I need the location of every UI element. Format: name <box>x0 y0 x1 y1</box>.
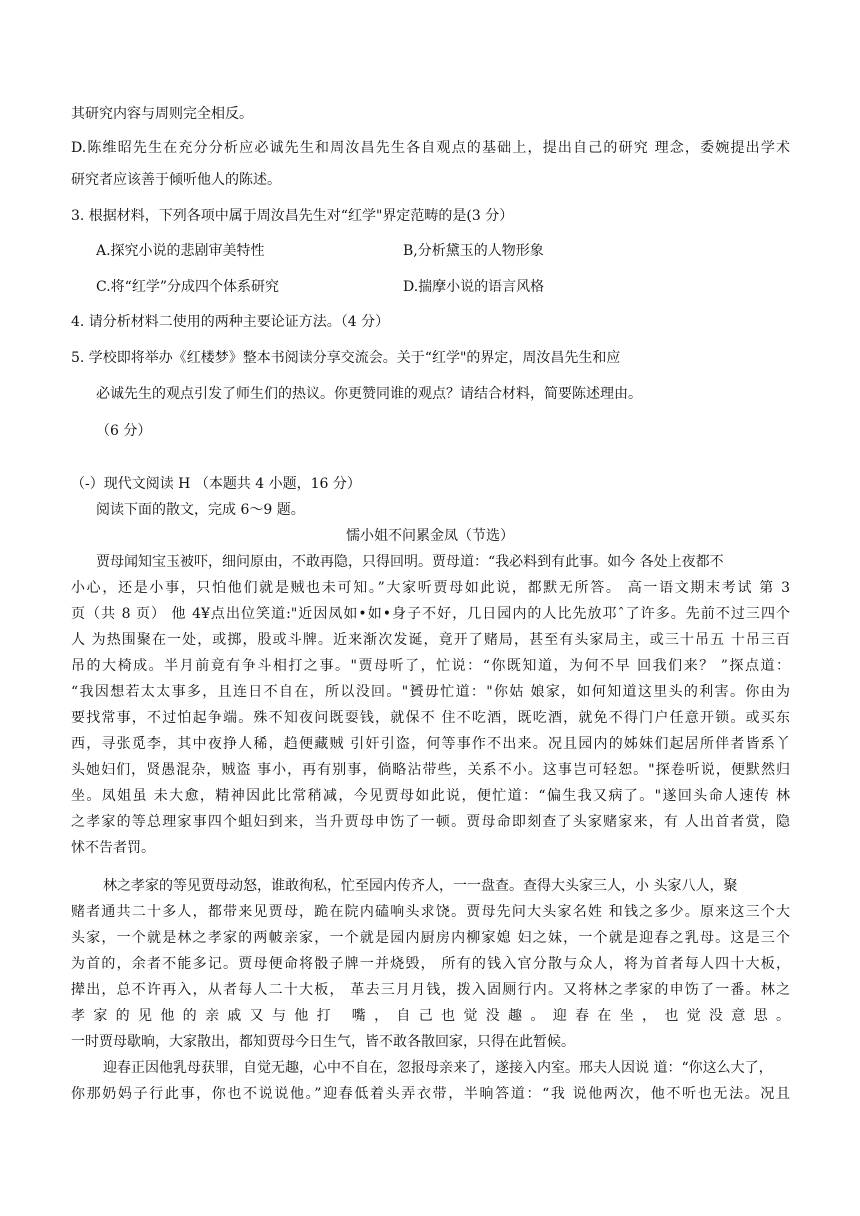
paragraph-line: 贾母闻知宝玉被吓，细问原由，不敢再隐，只得回明。贾母道：“我必料到有此事。如今 各处上夜都不 <box>96 554 724 570</box>
text-line: D.陈维昭先生在充分分析应必诚先生和周汝昌先生各自观点的基础上，提出自己的研究 理念，委婉提出学术 <box>71 140 790 156</box>
paragraph-line: 人 为热围聚在一处，或掷，股或斗牌。近来渐次发诞，竟开了赌局，甚至有头家局主，或三十吊五 十吊三百 <box>71 632 790 648</box>
instruction: 阅读下面的散文，完成 6～9 题。 <box>96 502 305 518</box>
paragraph-line: 一时贾母歇晌，大家散出，都知贾母今日生气，皆不敢各散回家，只得在此暂候。 <box>71 1034 575 1050</box>
paragraph-line: 孝家的见他的亲戚又与他打 嘴，自己也觉没趣。迎春在坐，也觉没意思。 <box>71 1008 790 1024</box>
paragraph-line: 西，寻张觅李，其中夜挣人稀，趋便藏贼 引奸引盗，何等事作不出来。况且园内的姊妹们起居所伴者皆系丫 <box>71 736 790 752</box>
paragraph-line: 小心，还是小事，只怕他们就是贼也未可知。”大家听贾母如此说，都默无所答。 高一语文期末考试 第 3 <box>71 580 790 596</box>
passage-title: 懦小姐不问累金凤（节选） <box>346 528 514 544</box>
paragraph-line: “我因想若太太事多，且连日不自在，所以没回。"贇毋忙道："你姑 娘家，如何知道这里头的利害。你由为 <box>71 684 790 700</box>
paragraph-line: 吊的大椅成。半月前竟有争斗相打之事。"贾母听了，忙说：“你既知道，为何不早 回我们来？ ”探点道： <box>71 658 790 674</box>
paragraph-line: 撵出，总不许再入，从者每人二十大板， 革去三月月钱，拨入固厕行内。又将林之孝家的申饬了一番。林之 <box>71 982 790 998</box>
option-d: D.揣摩小说的语言风格 <box>403 279 545 295</box>
paragraph-line: 怵不告者罚。 <box>71 840 155 856</box>
paragraph-line: 之孝家的等总理家事四个蛆妇到来，当升贾母申饬了一顿。贾母命即刻查了头家赌家来，有 人出首者赏，隐 <box>71 814 790 830</box>
paragraph-line: 赌者通共二十多人，都带来见贾母，跪在院内磕响头求饶。贾母先问大头家名姓 和钱之多少。原来这三个大 <box>71 904 790 920</box>
option-a: A.探究小说的悲剧审美特性 <box>96 243 265 259</box>
paragraph-line: 坐。凤姐虽 未大愈，精神因此比常稍减，今见贾母如此说，便忙道：“偏生我又病了。"遂回头命人速传 林 <box>71 788 790 804</box>
paragraph-line: 林之孝家的等见贾母动怒，谁敢徇私，忙至园内传齐人，一一盘查。查得大头家三人，小 头家八人，聚 <box>103 878 738 894</box>
paragraph-line: 迎春正因他乳母获罪，自觉无趣，心中不自在，忽报母亲来了，遂接入内室。邢夫人因说 道：“你这么大了， <box>103 1060 773 1076</box>
text-line: 研究者应该善于倾听他人的陈述。 <box>71 172 281 188</box>
question-3: 3. 根据材料，下列各项中属于周汝昌先生对“红学"界定范畴的是(3 分） <box>71 208 514 224</box>
question-4: 4. 请分析材料二使用的两种主要论证方法。（4 分） <box>71 314 390 330</box>
text-line: （6 分） <box>96 423 152 439</box>
text-line: 必诚先生的观点引发了师生们的热议。你更赞同谁的观点？请结合材料，简要陈述理由。 <box>96 386 642 402</box>
question-5: 5. 学校即将举办《红楼梦》整本书阅读分享交流会。关于“红学"的界定，周汝昌先生和应 <box>71 350 621 366</box>
paragraph-line: 为首的，余者不能多记。贾母便命将骰子牌一并烧毁， 所有的钱入官分散与众人，将为首者每人四十大板， <box>71 956 790 972</box>
text-line: 其研究内容与周则完全相反。 <box>71 106 253 122</box>
paragraph-line: 页（共 8 页） 他 4¥点出位笑道:"近因凤如•如•身子不好，几日园内的人比先放邛ˆ了许多。先前不过三四个 <box>71 606 790 622</box>
option-c: C.将“红学”分成四个体系研究 <box>96 279 279 295</box>
section-heading: （-）现代文阅读 H （本题共 4 小题，16 分） <box>71 476 361 492</box>
option-b: B,分析黛玉的人物形象 <box>403 243 544 259</box>
paragraph-line: 头家，一个就是林之孝家的两帔亲家，一个就是园内厨房内柳家媳 妇之妹，一个就是迎春之乳母。这是三个 <box>71 930 790 946</box>
paragraph-line: 你那奶妈子行此事，你也不说说他。”迎春低着头弄衣带，半晌答道：“我 说他两次，他不听也无法。况且 <box>71 1086 790 1102</box>
paragraph-line: 头她妇们，贤愚混杂，贼盗 事小，再有别事，倘略沾带些，关系不小。这事岂可轻恕。"探卷听说，便默然归 <box>71 762 790 778</box>
paragraph-line: 要找常事，不过怕起争端。殊不知夜问既耍钱，就保不 住不吃酒，既吃酒，就免不得门户任意开锁。或买东 <box>71 710 790 726</box>
